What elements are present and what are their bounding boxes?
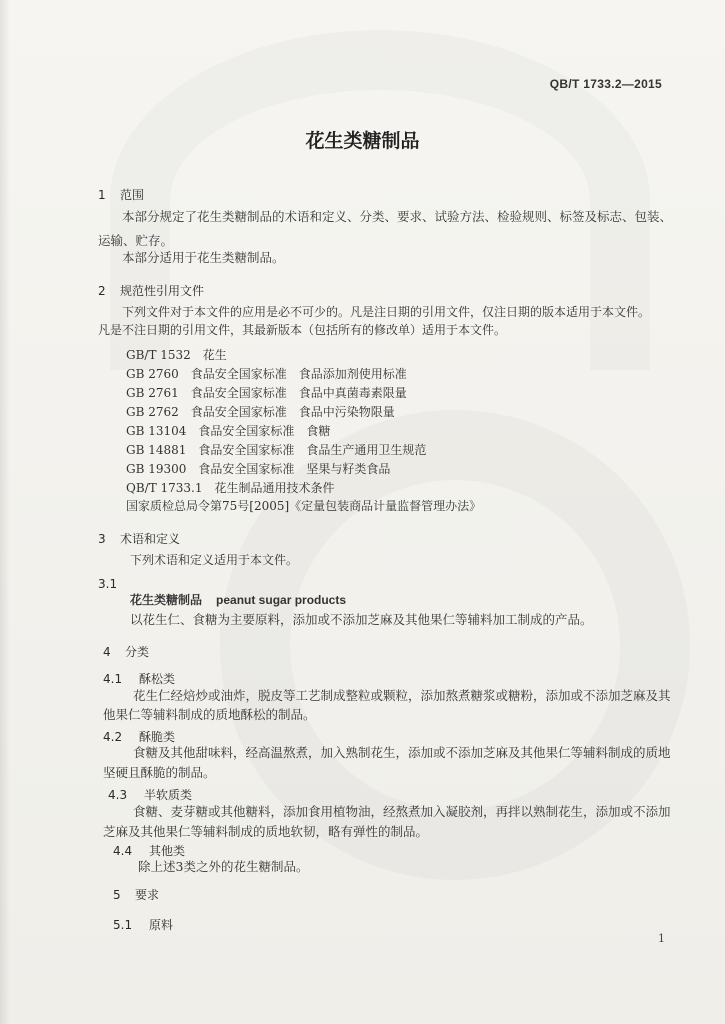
section-number: 2 bbox=[98, 284, 106, 298]
paragraph: 下列文件对于本文件的应用是必不可少的。凡是注日期的引用文件，仅注日期的版本适用于本文件。 bbox=[122, 305, 651, 319]
paragraph-continued: 凡是不注日期的引用文件，其最新版本（包括所有的修改单）适用于本文件。 bbox=[98, 323, 507, 337]
document-title: 花生类糖制品 bbox=[305, 130, 420, 152]
section-number: 5 bbox=[113, 888, 121, 902]
reference-item: GB 19300 食品安全国家标准 坚果与籽类食品 bbox=[126, 462, 391, 476]
subsection-title: 其他类 bbox=[149, 844, 186, 858]
section-title: 范围 bbox=[120, 188, 145, 202]
reference-item: GB 2762 食品安全国家标准 食品中污染物限量 bbox=[126, 405, 395, 419]
section-title: 要求 bbox=[135, 888, 160, 902]
reference-item: 国家质检总局令第75号[2005]《定量包装商品计量监督管理办法》 bbox=[126, 499, 482, 513]
paragraph-continued: 他果仁等辅料制成的质地酥松的制品。 bbox=[103, 707, 316, 722]
section-1-heading bbox=[98, 186, 144, 203]
section-number: 1 bbox=[98, 188, 106, 202]
section-3-heading bbox=[98, 530, 180, 547]
subsection-number: 4.3 bbox=[108, 788, 128, 802]
reference-item: GB 14881 食品安全国家标准 食品生产通用卫生规范 bbox=[126, 443, 427, 457]
reference-item: GB 2760 食品安全国家标准 食品添加剂使用标准 bbox=[126, 367, 407, 381]
standard-code: QB/T 1733.2—2015 bbox=[549, 77, 662, 91]
paragraph: 本部分规定了花生类糖制品的术语和定义、分类、要求、试验方法、检验规则、标签及标志、包装、 bbox=[122, 209, 673, 224]
subsection-number: 4.2 bbox=[103, 730, 123, 744]
section-4-heading bbox=[103, 643, 149, 660]
subsection-number: 4.1 bbox=[103, 672, 123, 686]
subsection-title: 酥松类 bbox=[139, 672, 176, 686]
subsection-number: 4.4 bbox=[113, 844, 133, 858]
paragraph: 本部分适用于花生类糖制品。 bbox=[122, 250, 285, 265]
section-number: 4 bbox=[103, 645, 111, 659]
subsection-title: 半软质类 bbox=[144, 788, 193, 802]
subsection-title: 原料 bbox=[149, 918, 174, 932]
subsection-number: 5.1 bbox=[113, 918, 133, 932]
section-number: 3 bbox=[98, 532, 106, 546]
reference-item: QB/T 1733.1 花生制品通用技术条件 bbox=[126, 481, 335, 495]
paragraph-continued: 坚硬且酥脆的制品。 bbox=[103, 765, 216, 780]
paragraph: 下列术语和定义适用于本文件。 bbox=[130, 553, 299, 567]
subsection-number: 3.1 bbox=[98, 577, 118, 591]
paragraph: 食糖及其他甜味料，经高温熬煮，加入熟制花生，添加或不添加芝麻及其他果仁等辅料制成的质地 bbox=[133, 745, 671, 760]
section-title: 规范性引用文件 bbox=[120, 284, 205, 298]
term-chinese: 花生类糖制品 bbox=[130, 593, 203, 607]
section-2-heading bbox=[98, 282, 204, 299]
subsection-title: 酥脆类 bbox=[139, 730, 176, 744]
section-title: 术语和定义 bbox=[120, 532, 181, 546]
paragraph-continued: 运输、贮存。 bbox=[98, 233, 174, 248]
section-5-heading bbox=[113, 886, 159, 903]
scan-edge-shadow bbox=[0, 0, 10, 1024]
reference-item: GB/T 1532 花生 bbox=[126, 348, 227, 362]
reference-item: GB 2761 食品安全国家标准 食品中真菌毒素限量 bbox=[126, 386, 407, 400]
paragraph: 除上述3类之外的花生糖制品。 bbox=[138, 859, 309, 874]
section-title: 分类 bbox=[125, 645, 150, 659]
reference-item: GB 13104 食品安全国家标准 食糖 bbox=[126, 424, 331, 438]
term-english: peanut sugar products bbox=[216, 593, 347, 607]
paragraph: 花生仁经焙炒或油炸，脱皮等工艺制成整粒或颗粒，添加熬煮糖浆或糖粉，添加或不添加芝麻及其 bbox=[133, 688, 671, 703]
paragraph: 食糖、麦芽糖或其他糖料，添加食用植物油，经熬煮加入凝胶剂，再拌以熟制花生，添加或不添加 bbox=[133, 804, 671, 819]
paragraph-continued: 芝麻及其他果仁等辅料制成的质地软韧，略有弹性的制品。 bbox=[103, 824, 429, 839]
subsection-5-1-heading bbox=[113, 916, 173, 933]
page-number: 1 bbox=[658, 932, 665, 945]
term-definition: 以花生仁、食糖为主要原料，添加或不添加芝麻及其他果仁等辅料加工制成的产品。 bbox=[130, 612, 593, 627]
